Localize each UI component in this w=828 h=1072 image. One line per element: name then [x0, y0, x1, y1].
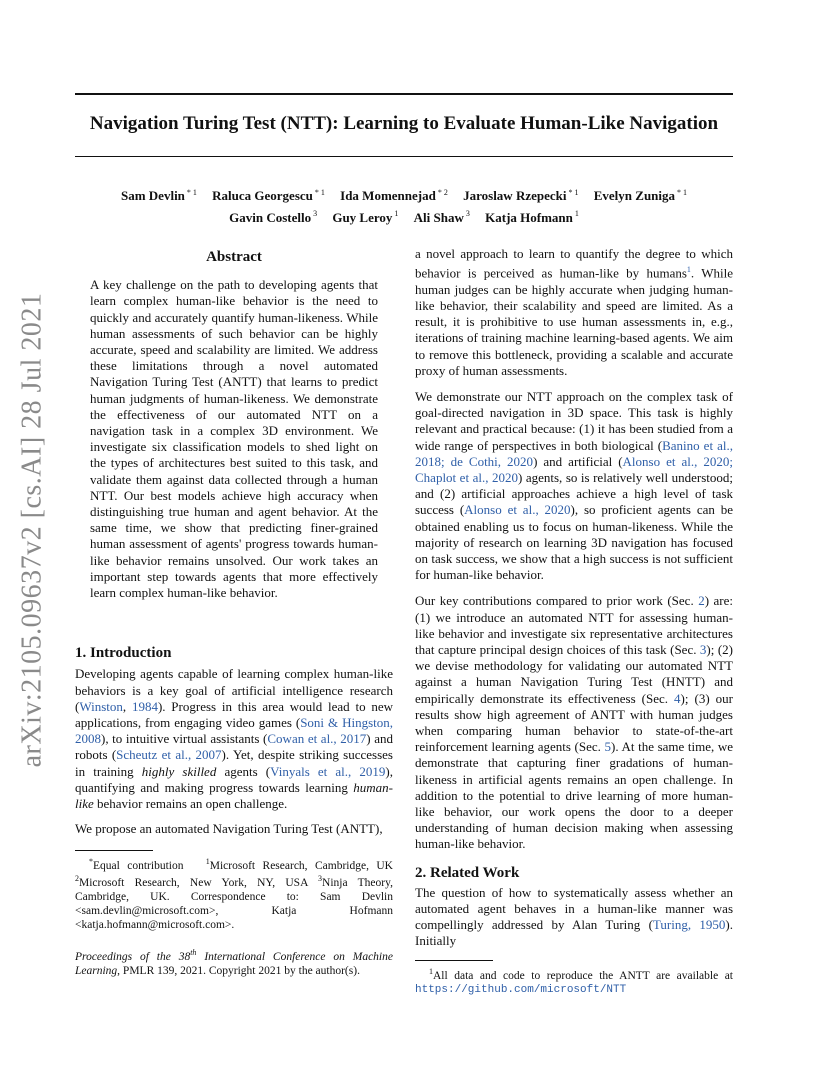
section-ref-link[interactable]: 2 [698, 593, 705, 609]
proceedings-note: Proceedings of the 38th International Conference on Machine Learning, PMLR 139, 2021. Copyright 2021 by the author(s). [75, 948, 393, 977]
footnote-rule [415, 960, 493, 961]
citation-link[interactable]: Alonso et al., 2020 [464, 502, 571, 518]
citation-link[interactable]: Cowan et al., 2017 [267, 731, 367, 747]
footnote-marker[interactable]: 1 [686, 265, 691, 275]
related-work-heading: 2. Related Work [415, 864, 520, 881]
author: Jaroslaw Rzepecki $^{* 1}$ [463, 188, 579, 204]
right-column [415, 246, 733, 997]
related-work-paragraph: The question of how to systematically assess whether an automated agent behaves in a human-like manner was compellingly addressed by Alan Turing (Turing, 1950). Initially [415, 884, 733, 949]
citation-link[interactable]: 1984 [131, 698, 158, 714]
author-line-2 [75, 205, 733, 226]
abstract-text: A key challenge on the path to developing agents that learn complex human-like behavior is the need to quickly and accurately quantify human-likeness. While human assessments of such behavior can be highly accurate, speed and scalability are limited. We address these limitations through a novel automated Navigation Turing Test (ANTT) that learns to predict human judgments of human-likeness. We demonstrate the effectiveness of our automated NTT on a navigation task in a complex 3D environment. We investigate six classification models to shed light on the types of architectures best suited to this task, and validate them against data collected through a human NTT. Our best models achieve high accuracy when distinguishing true human and agent behavior. At the same time, we show that predicting finer-grained human assessment of agents' progress towards human-like behavior remains unsolved. Our work takes an important step towards agents that more effectively learn complex human-like behavior. [90, 277, 378, 601]
github-link[interactable]: https://github.com/microsoft/NTT [415, 984, 627, 997]
intro-paragraph-5: Our key contributions compared to prior work (Sec. 2) are: (1) we introduce an automated NTT for assessing human-like behavior and investigate six representative architectures that capture principal design choices of this task (Sec. 3); (2) we devise methodology for validating our automated NTT against a human Navigation Turing Test (HNTT) and empirically demonstrate its effectiveness (Sec. 4); (3) our results show high agreement of ANTT with human judges when comparing human behavior to state-of-the-art reinforcement learning agents (Sec. 5). At the same time, we demonstrate that capturing finer gradations of human-likeness in artificial agents remains an open challenge. In addition to the potential to drive learning of more human-like behavior, our work opens the door to a deeper understanding of human decision making when assessing human-like behavior. [415, 593, 734, 852]
author: Katja Hofmann $^1$ [485, 209, 579, 225]
title-rule-bottom [75, 156, 733, 157]
author-list [75, 184, 733, 227]
left-column [75, 246, 393, 978]
author: Ida Momennejad $^{* 2}$ [340, 188, 448, 204]
intro-paragraph-4: We demonstrate our NTT approach on the complex task of goal-directed navigation in 3D space. This task is highly relevant and practical because: (1) it has been studied from a wide range of perspectives in both biological (Banino et al., 2018; de Cothi, 2020) and artificial (Alonso et al., 2020; Chaplot et al., 2020) agents, so is relatively well understood; and (2) artificial approaches achieve a high level of task success (Alonso et al., 2020), so proficient agents can be obtained enabling us to focus on human-likeness. While the majority of research on learning 3D navigation has focused on task success, we show that a high success is not sufficient for human-like behavior. [415, 388, 734, 583]
citation-link[interactable]: Soni & Hingston, 2008 [75, 715, 393, 747]
title-rule-top [75, 93, 733, 95]
footnote-rule [75, 850, 153, 851]
citation-link[interactable]: Vinyals et al., 2019 [270, 763, 386, 779]
citation-link[interactable]: Winston [79, 698, 123, 714]
arxiv-stamp-text: arXiv:2105.09637v2 [cs.AI] 28 Jul 2021 [16, 292, 48, 768]
citation-link[interactable]: Alonso et al., 2020; Chaplot et al., 2020 [415, 453, 734, 485]
intro-heading: 1. Introduction [75, 645, 172, 662]
author: Gavin Costello $^3$ [229, 209, 318, 225]
author: Evelyn Zuniga $^{* 1}$ [593, 188, 688, 204]
author: Sam Devlin $^{* 1}$ [120, 188, 197, 204]
paper-title: Navigation Turing Test (NTT): Learning to Evaluate Human-Like Navigation [89, 113, 719, 134]
intro-paragraph-2: We propose an automated Navigation Turing Test (ANTT), [75, 821, 383, 837]
citation-link[interactable]: Banino et al., 2018; de Cothi, 2020 [415, 437, 733, 469]
section-ref-link[interactable]: 5 [604, 739, 611, 755]
author: Raluca Georgescu $^{* 1}$ [212, 188, 325, 204]
code-footnote: $^1$All data and code to reproduce the ANTT are available at https://github.com/microsoft/NTT [415, 966, 733, 997]
intro-paragraph-1: Developing agents capable of learning complex human-like behaviors is a key goal of artificial intelligence research (Winston, 1984). Progress in this area would lead to new applications, from engaging video games (Soni & Hingston, 2008), to intuitive virtual assistants (Cowan et al., 2017) and robots (Scheutz et al., 2007). Yet, despite striking successes in training highly skilled agents (Vinyals et al., 2019), quantifying and making progress towards learning human-like behavior remains an open challenge. [75, 666, 394, 812]
section-ref-link[interactable]: 4 [674, 690, 681, 706]
author-line-1 [75, 184, 733, 205]
citation-link[interactable]: Scheutz et al., 2007 [116, 747, 222, 763]
arxiv-stamp [12, 292, 52, 768]
section-ref-link[interactable]: 3 [699, 642, 707, 657]
affiliation-footnote: *Equal contribution $^1$Microsoft Research, Cambridge, UK $^2$Microsoft Research, New York, NY, USA $^3$Ninja Theory, Cambridge, UK. Correspondence to: Sam Devlin <sam.devlin@microsoft.com>, Katja Hofmann <katja.hofmann@microsoft.com>. [75, 856, 393, 932]
abstract-heading: Abstract [206, 249, 262, 265]
author: Guy Leroy $^1$ [332, 209, 399, 225]
intro-paragraph-3: a novel approach to learn to quantify the degree to which behavior is perceived as human-like by humans$^1$. While human judges can be highly accurate when judging human-like behavior, their scalability and speed are limited. As a result, it is prohibitive to use human assessments in, e.g., iterations of training machine learning-based agents. We aim to remove this bottleneck, providing a scalable and accurate proxy of human assessments. [415, 246, 733, 378]
author: Ali Shaw $^3$ [413, 209, 470, 225]
citation-link[interactable]: Turing, 1950 [652, 917, 726, 933]
